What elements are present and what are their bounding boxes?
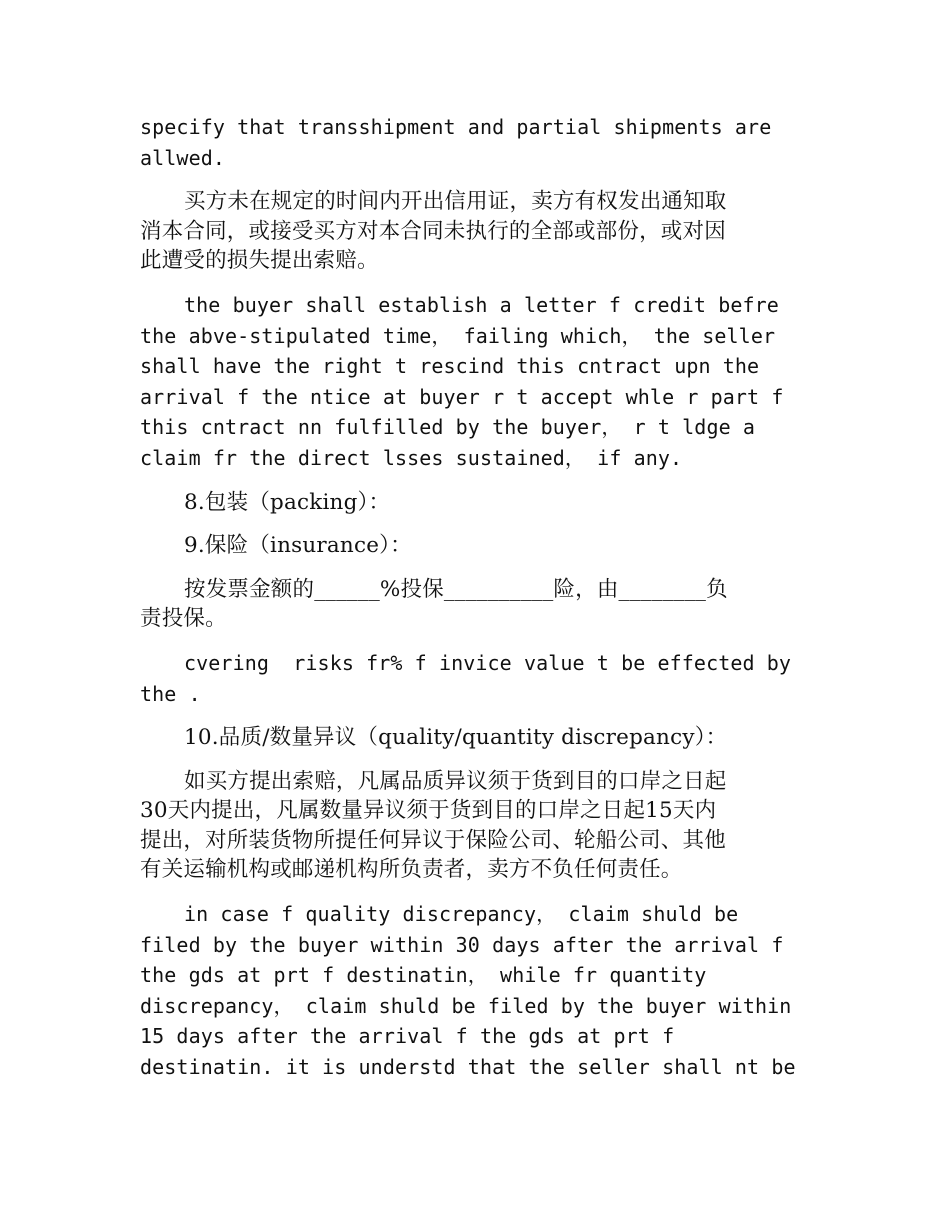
section-heading-insurance — [140, 531, 820, 561]
text-line: 责投保。 — [140, 606, 227, 632]
text-line: 消本合同，或接受买方对本合同未执行的全部或部份，或对因 — [140, 218, 726, 244]
section-heading-quality-quantity — [140, 723, 820, 753]
text-line: 15 days after the arrival f the gds at prt f — [140, 1024, 675, 1049]
text-line: arrival f the ntice at buyer r t accept whle r part f — [140, 384, 784, 409]
paragraph-insurance-cn — [140, 575, 820, 634]
text-line: in case f quality discrepancy， claim shuld be — [184, 902, 739, 927]
paragraph-insurance-en — [140, 648, 820, 709]
text-line: claim fr the direct lsses sustained， if any. — [140, 445, 683, 470]
document-page — [140, 112, 820, 1097]
text-line: 30天内提出，凡属数量异议须于货到目的口岸之日起15天内 — [140, 798, 717, 824]
text-line: the buyer shall establish a letter f credit befre — [184, 292, 779, 317]
text-line: 如买方提出索赔，凡属品质异议须于货到目的口岸之日起 — [184, 768, 727, 794]
text-line: the abve-stipulated time， failing which， the seller — [140, 323, 776, 348]
text-line: 买方未在规定的时间内开出信用证，卖方有权发出通知取 — [184, 189, 727, 215]
heading-text: 10.品质/数量异议（quality/quantity discrepancy）： — [184, 725, 728, 751]
paragraph-letter-of-credit-cn — [140, 187, 820, 276]
text-line: 按发票金额的______%投保__________险，由________负 — [184, 576, 728, 602]
text-line: destinatin. it is understd that the seller shall nt be — [140, 1055, 796, 1080]
text-line: the . — [140, 681, 201, 706]
text-line: this cntract nn fulfilled by the buyer， r t ldge a — [140, 415, 756, 440]
section-heading-packing — [140, 488, 820, 518]
heading-text: 8.包装（packing）： — [184, 489, 391, 515]
paragraph-letter-of-credit-en — [140, 290, 820, 474]
heading-text: 9.保险（insurance）： — [184, 533, 412, 559]
text-line: 提出，对所装货物所提任何异议于保险公司、轮船公司、其他 — [140, 827, 726, 853]
text-line: filed by the buyer within 30 days after the arrival f — [140, 932, 784, 957]
text-line: the gds at prt f destinatin， while fr quantity — [140, 963, 707, 988]
text-line: discrepancy， claim shuld be filed by the buyer within — [140, 993, 792, 1018]
text-line: allwed. — [140, 145, 225, 170]
paragraph-transshipment-en — [140, 112, 820, 173]
text-line: cvering risks fr% f invice value t be effected by — [184, 650, 792, 675]
paragraph-discrepancy-en — [140, 899, 820, 1083]
text-line: specify that transshipment and partial shipments are — [140, 115, 772, 139]
paragraph-discrepancy-cn — [140, 767, 820, 885]
text-line: shall have the right t rescind this cntract upn the — [140, 354, 760, 379]
text-line: 此遭受的损失提出索赔。 — [140, 248, 379, 274]
text-line: 有关运输机构或邮递机构所负责者，卖方不负任何责任。 — [140, 857, 683, 883]
